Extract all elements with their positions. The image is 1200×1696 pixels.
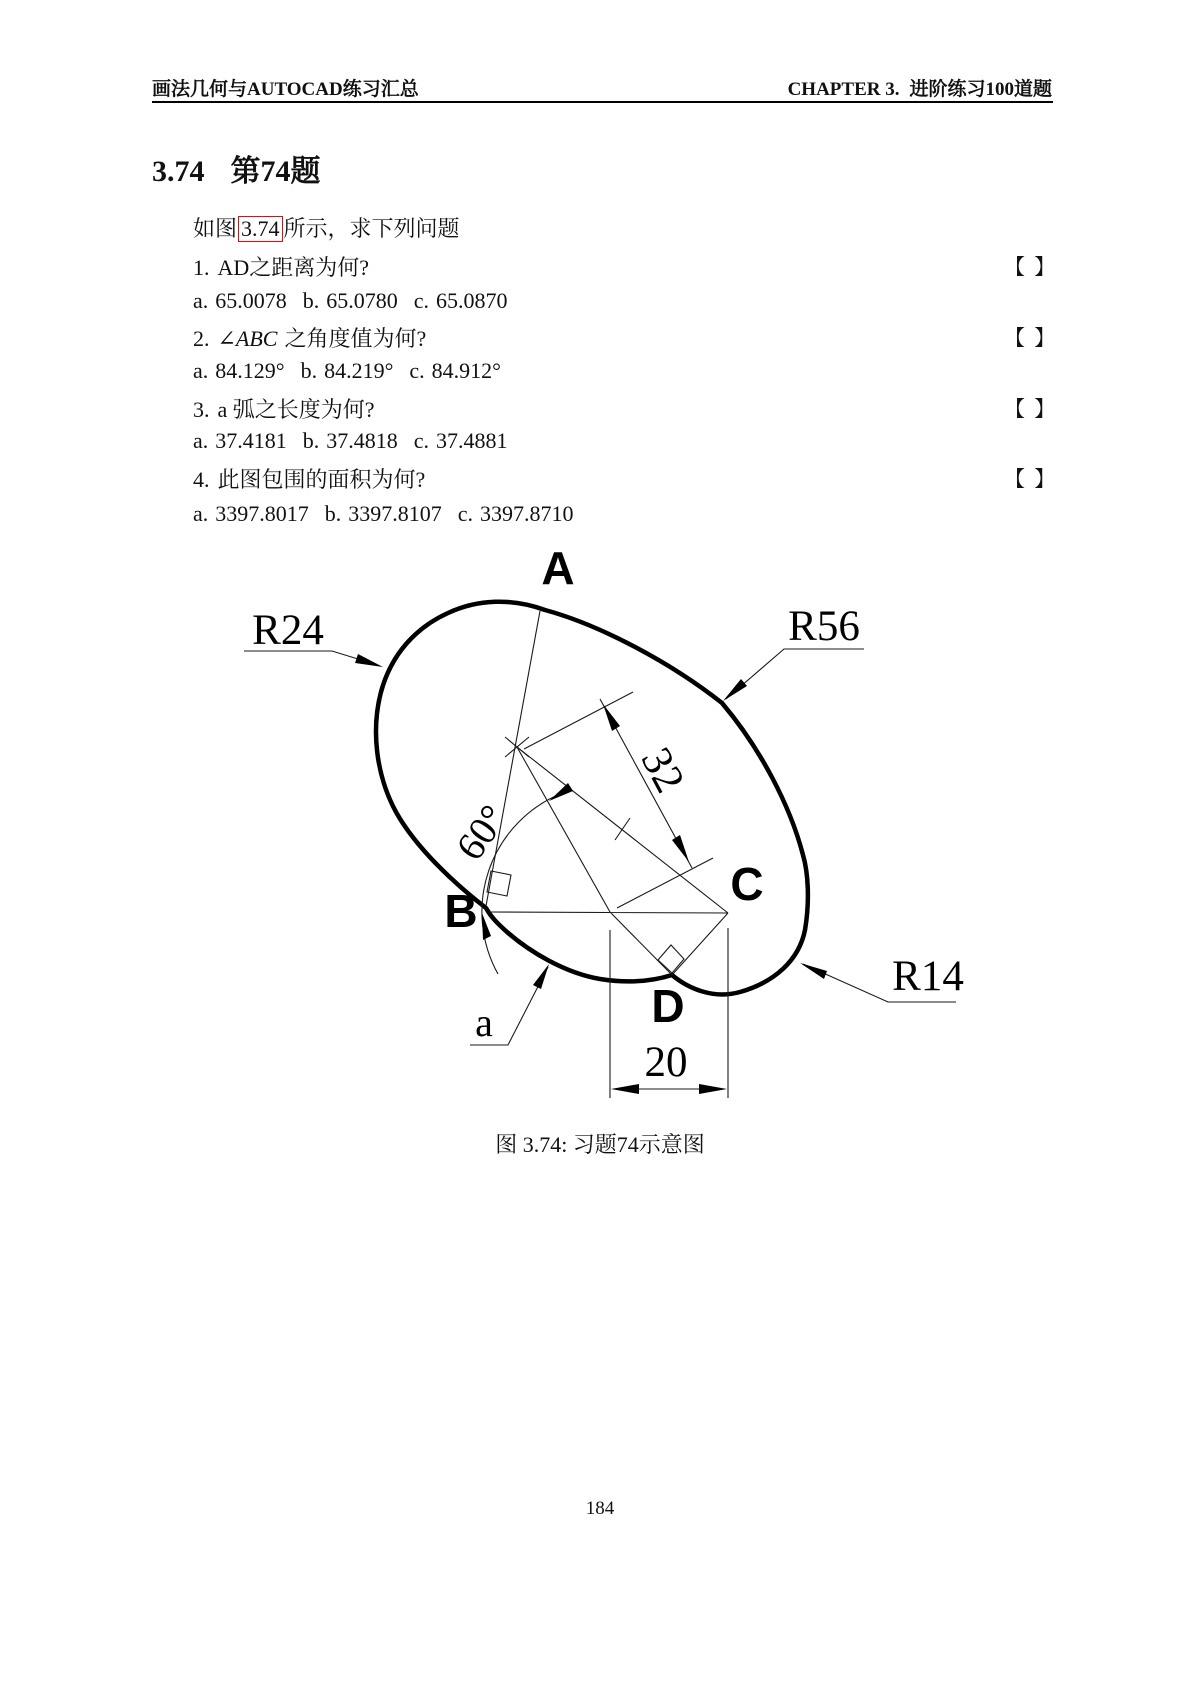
question-4-text: 此图包围的面积为何?	[217, 467, 426, 492]
option-4a-label: a.	[193, 501, 209, 526]
header-chapter-label: CHAPTER 3.	[787, 79, 900, 100]
answer-bracket-2: 【 】	[1004, 326, 1058, 350]
figure-label-arc-a: a	[475, 1000, 493, 1045]
option-1a-label: a.	[193, 288, 209, 313]
question-1-text: AD之距离为何?	[217, 255, 370, 280]
figure-reference-link[interactable]: 3.74	[238, 216, 283, 242]
option-2b-value: 84.219°	[324, 358, 394, 383]
option-4c-label: c.	[457, 501, 474, 526]
option-2c-label: c.	[409, 358, 425, 383]
question-3-number: 3.	[193, 397, 210, 422]
option-1b-value: 65.0780	[326, 288, 398, 313]
intro-suffix: 所示，求下列问题	[283, 216, 460, 241]
option-2a-value: 84.129°	[215, 358, 285, 383]
section-title: 第74题	[230, 155, 321, 188]
header-chapter-title: 进阶练习100道题	[909, 79, 1052, 100]
figure-label-dim-32: 32	[631, 740, 694, 801]
leader-lines	[244, 649, 956, 1045]
option-3c-value: 37.4881	[436, 428, 508, 453]
figure-label-r14: R14	[892, 953, 964, 1000]
figure-label-point-b: B	[444, 885, 478, 937]
page-number: 184	[585, 1498, 615, 1519]
construction-lines	[486, 611, 728, 975]
question-2-text: 之角度值为何?	[284, 326, 427, 351]
question-2-number: 2.	[193, 326, 210, 351]
option-2a-label: a.	[193, 358, 209, 383]
figure-label-point-d: D	[651, 980, 685, 1032]
option-2b-label: b.	[300, 358, 318, 383]
option-3c-label: c.	[413, 428, 430, 453]
option-3b-label: b.	[302, 428, 320, 453]
header-book-title: 画法几何与AUTOCAD练习汇总	[152, 79, 419, 100]
option-3a-value: 37.4181	[215, 428, 287, 453]
figure-label-point-c: C	[730, 858, 764, 910]
dimension-lines	[524, 692, 728, 1098]
figure-label-point-a: A	[541, 542, 575, 594]
option-2c-value: 84.912°	[431, 358, 501, 383]
answer-bracket-4: 【 】	[1004, 467, 1058, 491]
option-1a-value: 65.0078	[215, 288, 287, 313]
intro-prefix: 如图	[193, 216, 238, 241]
option-1b-label: b.	[302, 288, 320, 313]
option-4c-value: 3397.8710	[480, 501, 574, 526]
option-4b-label: b.	[324, 501, 342, 526]
option-4b-value: 3397.8107	[348, 501, 442, 526]
figure-label-angle-60: 60°	[446, 796, 516, 869]
question-4-number: 4.	[193, 467, 210, 492]
question-3-text: a 弧之长度为何?	[217, 397, 375, 422]
question-1-number: 1.	[193, 255, 210, 280]
section-number: 3.74	[152, 155, 205, 188]
option-4a-value: 3397.8017	[215, 501, 309, 526]
shape-outline	[376, 602, 808, 995]
figure-label-r56: R56	[788, 603, 860, 650]
option-1c-value: 65.0870	[436, 288, 508, 313]
option-1c-label: c.	[413, 288, 430, 313]
question-2-math: ∠ABC	[217, 326, 278, 351]
figure-caption: 图 3.74: 习题74示意图	[495, 1132, 705, 1157]
answer-bracket-1: 【 】	[1004, 255, 1058, 279]
figure-label-r24: R24	[252, 607, 324, 654]
answer-bracket-3: 【 】	[1004, 397, 1058, 421]
figure-label-dim-20: 20	[644, 1039, 688, 1086]
option-3b-value: 37.4818	[326, 428, 398, 453]
option-3a-label: a.	[193, 428, 209, 453]
